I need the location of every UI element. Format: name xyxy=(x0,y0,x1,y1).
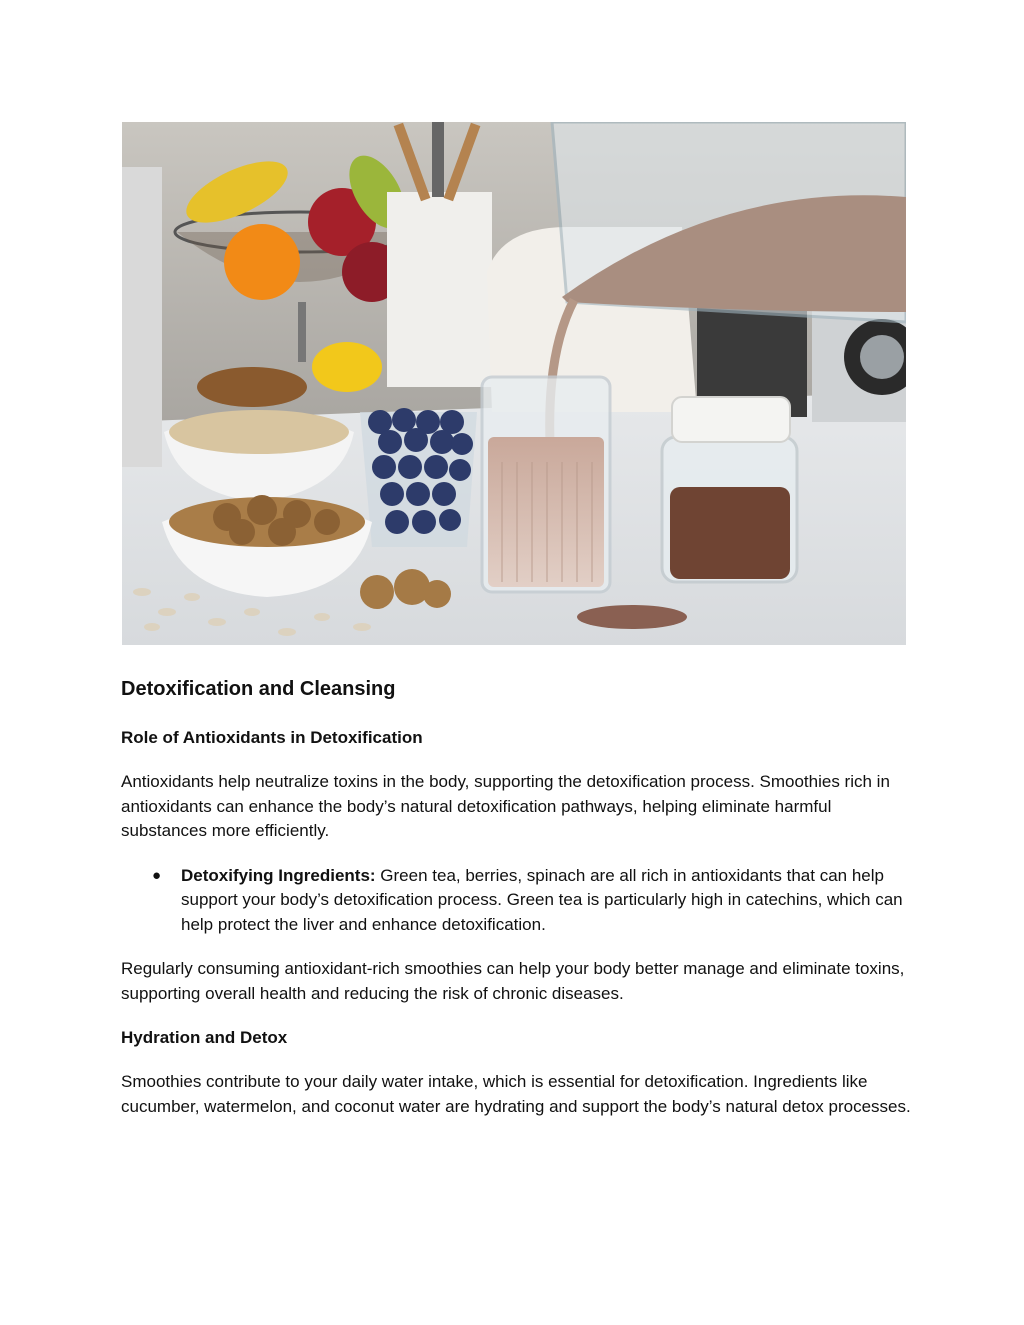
section-heading-hydration: Hydration and Detox xyxy=(121,1028,288,1047)
page-title: Detoxification and Cleansing xyxy=(121,678,396,700)
section-heading-antioxidants: Role of Antioxidants in Detoxification xyxy=(121,728,423,747)
hero-image xyxy=(122,122,906,645)
antioxidants-paragraph: Antioxidants help neutralize toxins in the body, supporting the detoxification process. Smoothies rich in antioxidants can enhance the body’s natural detoxification pathways, helping eliminate harmful substances more efficiently. xyxy=(121,772,890,840)
article-content xyxy=(121,676,911,1139)
bullet-text: Green tea, berries, spinach are all rich in antioxidants that can help support your body’s detoxification process. Green tea is particularly high in catechins, which can help protect the liver and enhance detoxification. xyxy=(181,865,903,934)
bullet-list xyxy=(121,864,911,938)
antioxidants-summary-paragraph: Regularly consuming antioxidant-rich smoothies can help your body better manage and eliminate toxins, supporting overall health and reducing the risk of chronic diseases. xyxy=(121,959,905,1003)
bullet-label: Detoxifying Ingredients: xyxy=(181,865,376,885)
smoothie-photo xyxy=(122,122,906,645)
bullet-icon: ● xyxy=(152,866,162,884)
hydration-paragraph: Smoothies contribute to your daily water intake, which is essential for detoxification. Ingredients like cucumber, watermelon, and coconut water are hydrating and support the body’s natural detox processes. xyxy=(121,1072,911,1116)
list-item xyxy=(152,864,911,938)
